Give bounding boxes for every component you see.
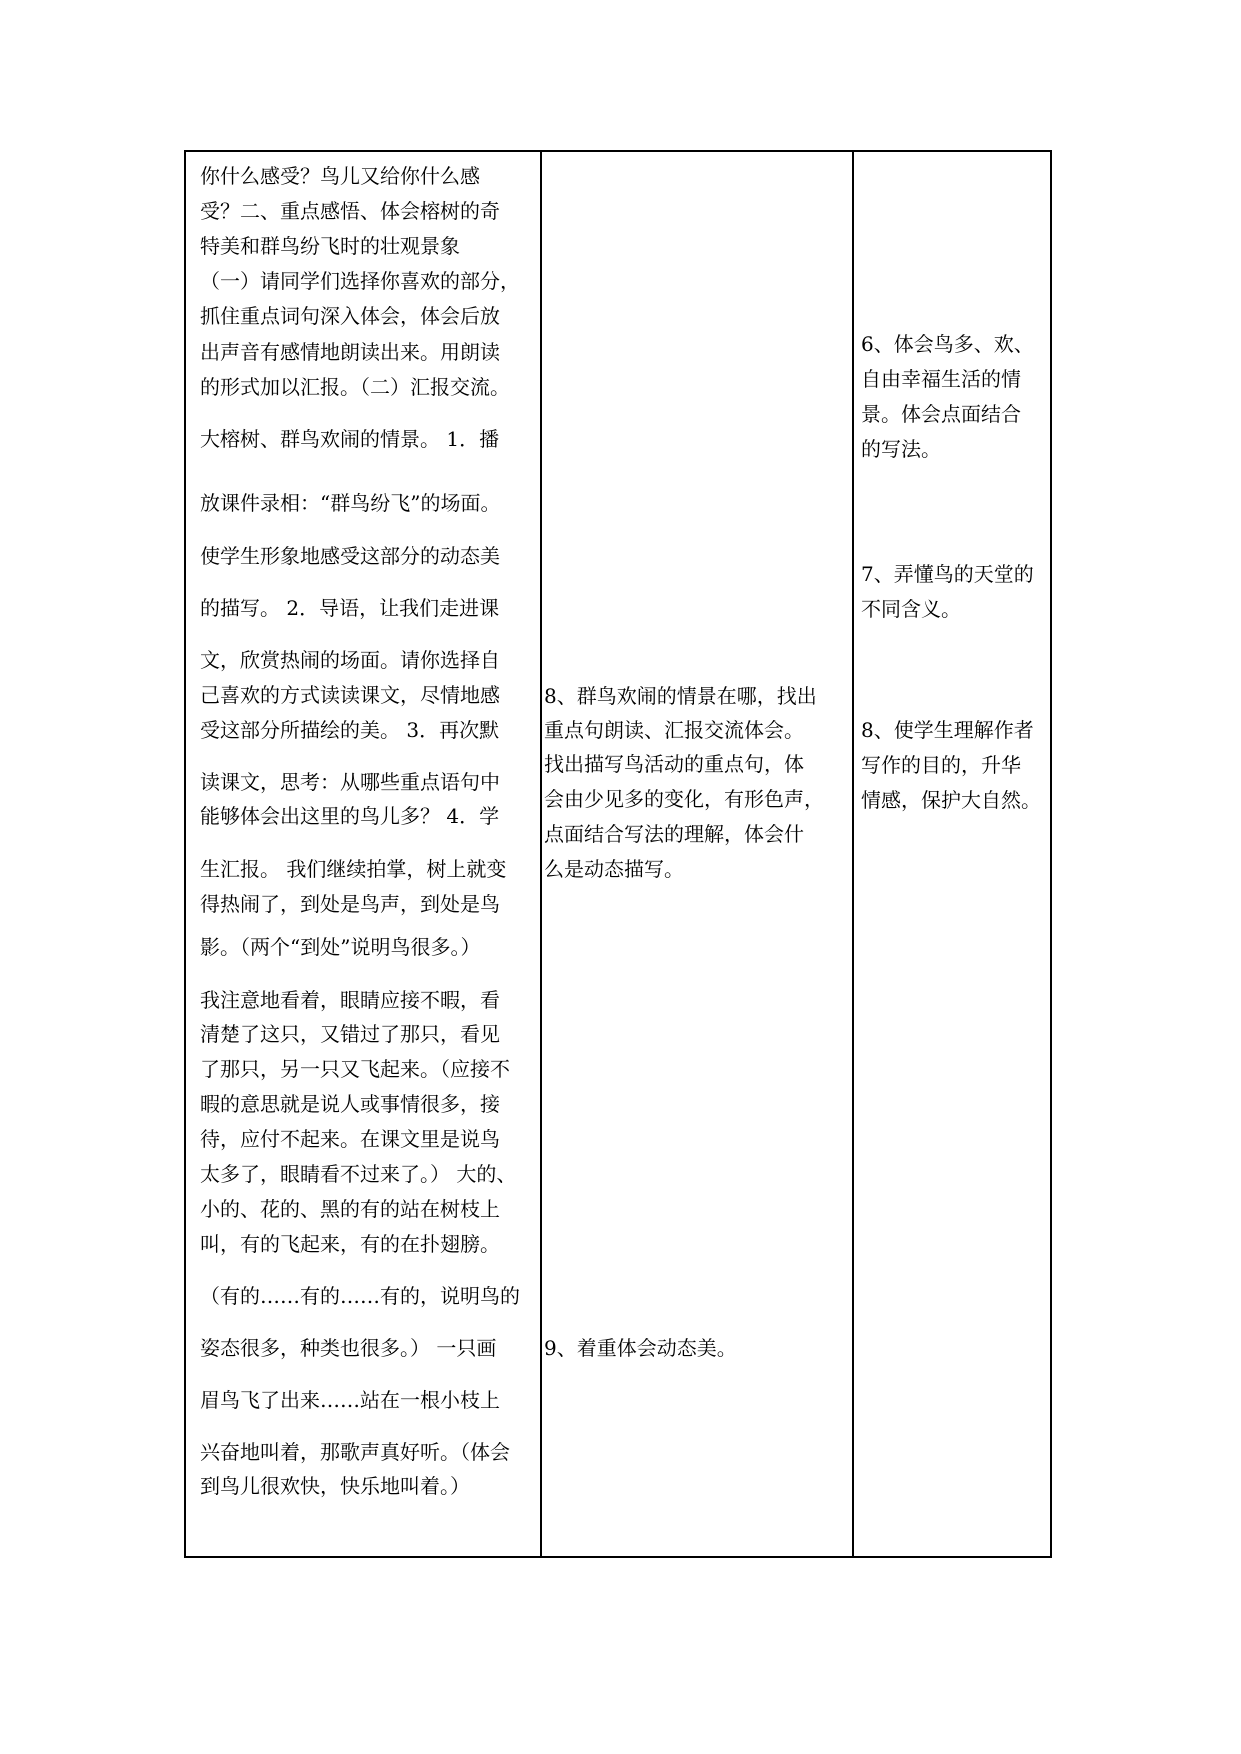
process-text-line: 的描写。 2．导语，让我们走进课 bbox=[200, 596, 500, 620]
process-text-line: 己喜欢的方式读读课文，尽情地感 bbox=[200, 683, 500, 707]
intent-text-line: 自由幸福生活的情 bbox=[861, 367, 1021, 391]
process-text-line: 叫，有的飞起来，有的在扑翅膀。 bbox=[200, 1232, 500, 1256]
intent-text-line: 情感，保护大自然。 bbox=[861, 788, 1041, 812]
activity-text-line: 重点句朗读、汇报交流体会。 bbox=[544, 718, 804, 742]
process-text-line: 抓住重点词句深入体会，体会后放 bbox=[200, 304, 500, 328]
process-text-line: 我注意地看着，眼睛应接不暇，看 bbox=[200, 988, 500, 1012]
process-text-line: 到鸟儿很欢快，快乐地叫着。） bbox=[200, 1474, 470, 1498]
process-text-line: 文，欣赏热闹的场面。请你选择自 bbox=[200, 648, 500, 672]
activity-text-line: 么是动态描写。 bbox=[544, 857, 684, 881]
process-text-line: 暇的意思就是说人或事情很多，接 bbox=[200, 1092, 500, 1116]
process-text-line: 待，应付不起来。在课文里是说鸟 bbox=[200, 1127, 500, 1151]
process-text-line: （有的……有的……有的，说明鸟的 bbox=[200, 1284, 520, 1308]
process-text-line: 影。（两个“到处”说明鸟很多。） bbox=[200, 935, 481, 959]
intent-text-line: 6、体会鸟多、欢、 bbox=[861, 332, 1034, 356]
process-text-line: 得热闹了，到处是鸟声，到处是鸟 bbox=[200, 892, 500, 916]
intent-text-line: 景。体会点面结合 bbox=[861, 402, 1021, 426]
process-text-line: 受这部分所描绘的美。 3．再次默 bbox=[200, 718, 500, 742]
intent-text-line: 7、弄懂鸟的天堂的 bbox=[861, 562, 1034, 586]
process-text-line: 受？二、重点感悟、体会榕树的奇 bbox=[200, 199, 500, 223]
activity-text-line: 会由少见多的变化，有形色声， bbox=[544, 787, 824, 811]
intent-text-line: 的写法。 bbox=[861, 437, 941, 461]
process-text-line: 你什么感受？鸟儿又给你什么感 bbox=[200, 164, 480, 188]
process-text-line: 小的、花的、黑的有的站在树枝上 bbox=[200, 1197, 500, 1221]
column-divider bbox=[852, 152, 854, 1556]
process-text-line: 清楚了这只，又错过了那只，看见 bbox=[200, 1022, 500, 1046]
process-text-line: 生汇报。 我们继续拍掌，树上就变 bbox=[200, 857, 507, 881]
lesson-plan-table bbox=[184, 150, 1052, 1558]
process-text-line: 读课文，思考：从哪些重点语句中 bbox=[200, 770, 500, 794]
intent-text-line: 写作的目的，升华 bbox=[861, 753, 1021, 777]
activity-text-line: 8、群鸟欢闹的情景在哪，找出 bbox=[544, 684, 817, 708]
intent-text-line: 8、使学生理解作者 bbox=[861, 718, 1034, 742]
process-text-line: 姿态很多，种类也很多。） 一只画 bbox=[200, 1336, 497, 1360]
process-text-line: 放课件录相：“群鸟纷飞”的场面。 bbox=[200, 491, 501, 515]
process-text-line: 的形式加以汇报。（二）汇报交流。 bbox=[200, 375, 510, 399]
process-text-line: 太多了，眼睛看不过来了。） 大的、 bbox=[200, 1162, 517, 1186]
process-text-line: 眉鸟飞了出来……站在一根小枝上 bbox=[200, 1388, 500, 1412]
process-text-line: 能够体会出这里的鸟儿多？ 4．学 bbox=[200, 804, 500, 828]
column-divider bbox=[540, 152, 542, 1556]
process-text-line: 使学生形象地感受这部分的动态美 bbox=[200, 544, 500, 568]
process-text-line: 大榕树、群鸟欢闹的情景。 1．播 bbox=[200, 427, 500, 451]
process-text-line: （一）请同学们选择你喜欢的部分， bbox=[200, 269, 520, 293]
activity-text-line: 点面结合写法的理解，体会什 bbox=[544, 822, 804, 846]
activity-text-line: 找出描写鸟活动的重点句，体 bbox=[544, 752, 804, 776]
activity-text-line: 9、着重体会动态美。 bbox=[544, 1336, 737, 1360]
process-text-line: 了那只，另一只又飞起来。（应接不 bbox=[200, 1057, 510, 1081]
process-text-line: 出声音有感情地朗读出来。用朗读 bbox=[200, 340, 500, 364]
process-text-line: 兴奋地叫着，那歌声真好听。（体会 bbox=[200, 1440, 510, 1464]
intent-text-line: 不同含义。 bbox=[861, 597, 961, 621]
process-text-line: 特美和群鸟纷飞时的壮观景象 bbox=[200, 234, 460, 258]
